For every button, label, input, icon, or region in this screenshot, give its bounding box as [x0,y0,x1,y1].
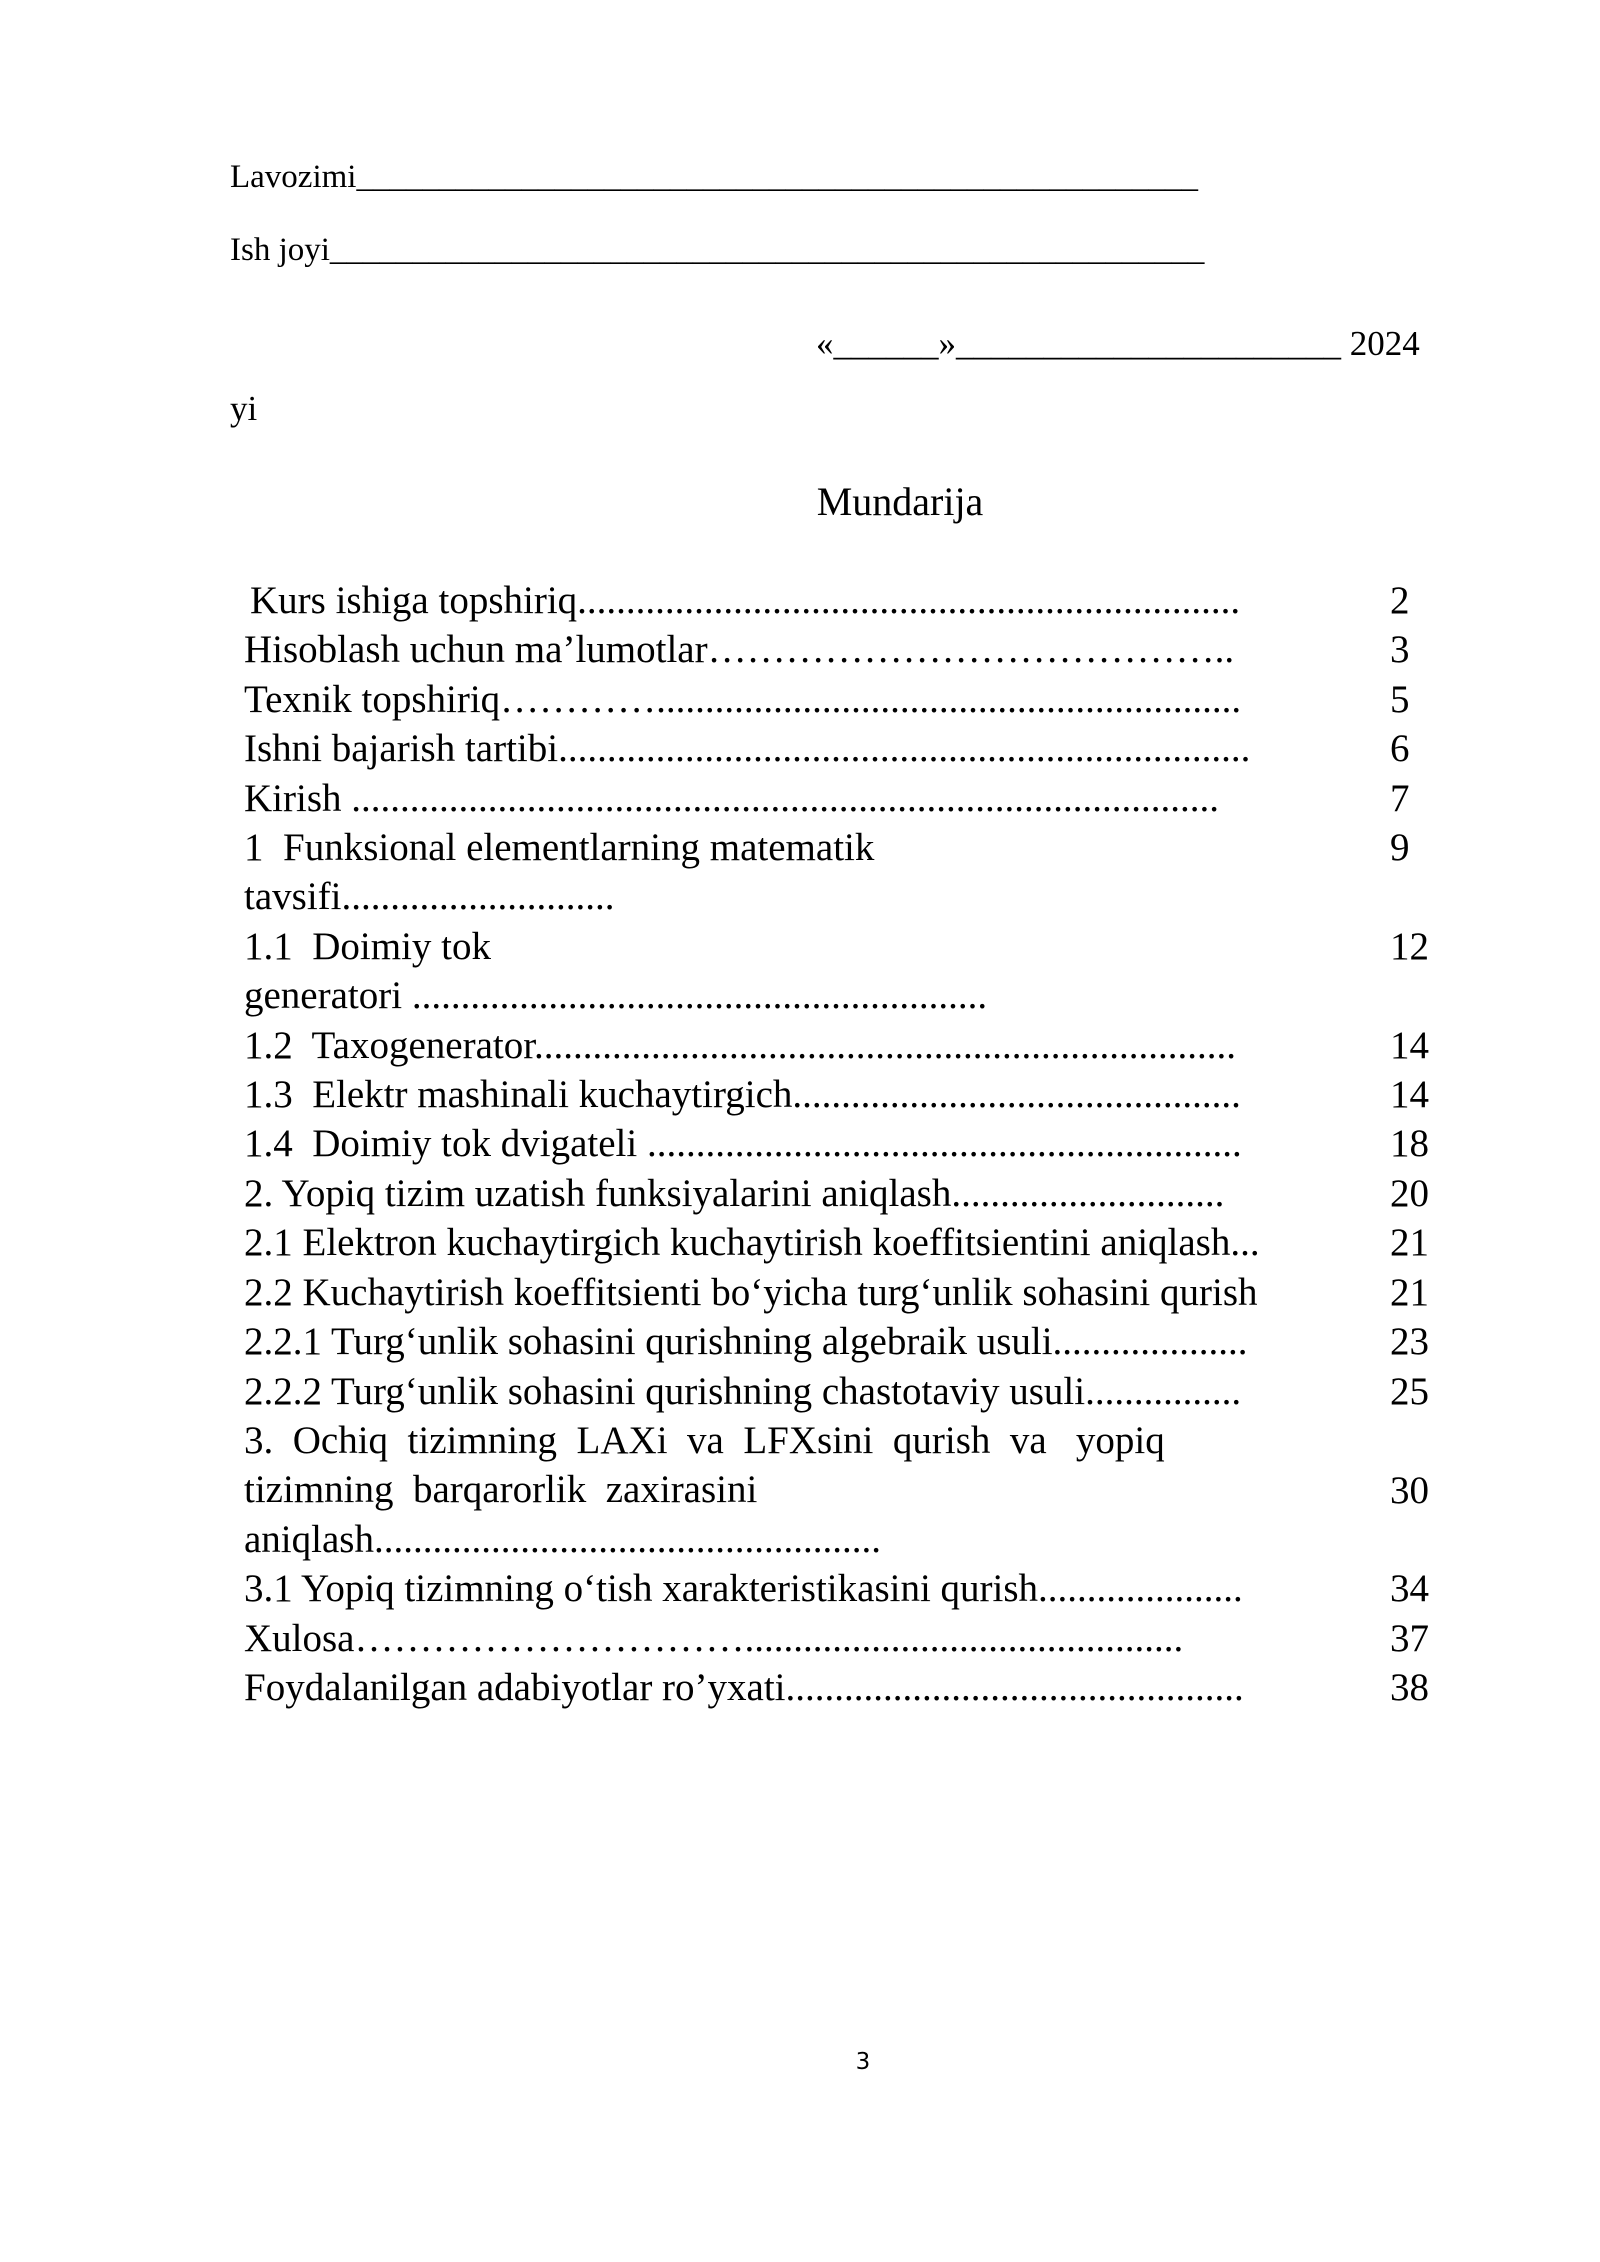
toc-entry [244,1564,1450,1613]
toc-entry [244,1367,1450,1416]
toc-entry [244,922,1450,1021]
toc-entry-page: 9 [1390,826,1410,870]
toc-entry [244,1614,1450,1663]
toc-entry-page: 21 [1390,1221,1429,1265]
toc-entry-title: Kirish ......................................................................................... [244,776,1219,820]
toc-entry [244,1663,1450,1712]
page-number: 3 [855,2049,871,2075]
toc-entry-page: 23 [1390,1320,1429,1364]
toc-entry-page: 2 [1390,579,1410,622]
toc-entry-page: 25 [1390,1369,1429,1413]
toc-entry-title: 2.2.2 Turg‘unlik sohasini qurishning chastotaviy usuli................ [244,1369,1242,1413]
toc-entry [244,625,1450,674]
toc-entry-page: 21 [1390,1270,1429,1314]
toc-entry-title: 3. Ochiq tizimning LAXi va LFXsini qurish va yopiq tizimning barqarorlik zaxirasini aniqlash.................................................... [244,1418,1165,1561]
toc-entry-title: Kurs ishiga topshiriq.................................................................... [250,579,1241,622]
toc-entry [244,1317,1450,1366]
toc-entry-title: Ishni bajarish tartibi....................................................................... [244,727,1251,771]
toc-entry [244,675,1450,724]
toc-entry [244,1416,1450,1564]
toc-entry-title: 2.2 Kuchaytirish koeffitsienti bo‘yicha turg‘unlik sohasini qurish [244,1270,1258,1314]
toc-entry [244,1070,1450,1119]
toc-entry-title: 2.2.1 Turg‘unlik sohasini qurishning algebraik usuli.................... [244,1320,1248,1364]
toc-entry-page: 18 [1390,1122,1429,1166]
toc-entry-title: 2. Yopiq tizim uzatish funksiyalarini aniqlash............................ [244,1171,1225,1215]
toc-entry [244,1218,1450,1267]
toc-entry [244,1119,1450,1168]
table-of-contents [244,576,1450,1712]
toc-entry-title: Xulosa…………………………............................................. [244,1616,1184,1660]
toc-entry [244,774,1450,823]
toc-entry [244,1268,1450,1317]
toc-entry-page: 3 [1390,628,1410,672]
toc-entry [244,823,1450,922]
toc-entry-title: 3.1 Yopiq tizimning o‘tish xarakteristikasini qurish..................... [244,1567,1243,1611]
toc-entry-page: 38 [1390,1665,1429,1709]
workplace-field: Ish joyi_____________________________________________________ [230,232,1205,268]
position-field: Lavozimi___________________________________________________ [230,159,1198,195]
toc-entry-page: 30 [1390,1468,1429,1512]
toc-entry-page: 34 [1390,1567,1429,1611]
toc-entry-page: 20 [1390,1171,1429,1215]
toc-entry-page: 14 [1390,1023,1429,1067]
toc-entry-title: 1 Funksional elementlarning matematik tavsifi............................ [244,826,875,919]
toc-entry-title: 1.4 Doimiy tok dvigateli ............................................................. [244,1122,1242,1166]
toc-entry [244,1169,1450,1218]
toc-entry-title: 2.1 Elektron kuchaytirgich kuchaytirish koeffitsientini aniqlash... [244,1221,1260,1265]
toc-entry [244,724,1450,773]
toc-entry-title: 1.2 Taxogenerator........................................................................ [244,1023,1237,1067]
toc-entry-title: 1.3 Elektr mashinali kuchaytirgich.............................................. [244,1073,1241,1117]
toc-entry-page: 14 [1390,1073,1429,1117]
toc-entry [244,1021,1450,1070]
date-field: «______»______________________ 2024 [816,324,1420,363]
year-suffix: yi [230,389,258,428]
toc-entry-page: 5 [1390,677,1410,721]
toc-entry-page: 7 [1390,776,1410,820]
toc-entry-title: Hisoblash uchun ma’lumotlar………………………………….. [244,628,1235,672]
toc-entry-title: Texnik topshiriq…………............................................................ [244,677,1242,721]
toc-entry [244,576,1450,625]
toc-entry-title: Foydalanilgan adabiyotlar ro’yxati............................................... [244,1665,1244,1709]
toc-entry-page: 37 [1390,1616,1429,1660]
toc-title: Mundarija [816,479,984,524]
toc-entry-title: 1.1 Doimiy tok generatori ........................................................... [244,924,988,1018]
toc-entry-page: 6 [1390,727,1410,771]
toc-entry-page: 12 [1390,924,1429,968]
